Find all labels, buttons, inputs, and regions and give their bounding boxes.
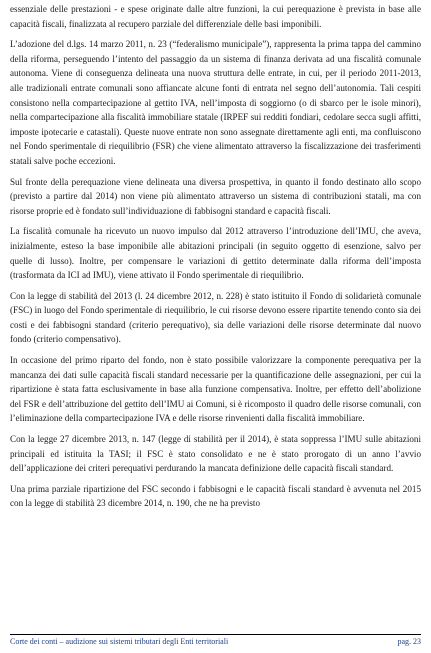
- paragraph-4: La fiscalità comunale ha ricevuto un nuovo impulso dal 2012 attraverso l’introduzione dell’IMU, che aveva, inizialmente, esteso la base imponibile alle abitazioni principali (in seguito oggetto di esenzione, salvo per quelle di lusso). Inoltre, per compensare le variazioni di gettito determinate dalla riforma dell’imposta (trasformata da ICI ad IMU), viene attivato il Fondo sperimentale di riequilibrio.: [10, 226, 421, 281]
- paragraph-1: essenziale delle prestazioni - e spese originate dalle altre funzioni, la cui perequazione è prevista in base alle capacità fiscali, finalizzata al recupero parziale del differenziale delle basi imponibili.: [10, 4, 421, 29]
- paragraph-7: Con la legge 27 dicembre 2013, n. 147 (legge di stabilità per il 2014), è stata soppressa l’IMU sulle abitazioni principali ed istituita la TASI; il FSC è stato consolidato e ne è stato prorogato di un anno l’avvio dell’applicazione dei criteri perequativi perdurando la mancata definizione delle capacità fiscali standard.: [10, 434, 421, 474]
- paragraph-6: In occasione del primo riparto del fondo, non è stato possibile valorizzare la componente perequativa per la mancanza dei dati sulle capacità fiscali standard necessarie per la quantificazione delle assegnazioni, per cui la ripartizione è stata fatta esclusivamente in base alla funzione compensativa. Inoltre, per effetto dell’abolizione del FSR e dell’attribuzione del gettito dell’IMU ai Comuni, si è ricomposto il quadro delle risorse comunali, con l’eliminazione della compartecipazione IVA e delle risorse rinvenienti dalla fiscalità immobiliare.: [10, 355, 421, 424]
- page-number: pag. 23: [397, 637, 421, 646]
- paragraph-5: Con la legge di stabilità del 2013 (l. 24 dicembre 2012, n. 228) è stato istituito il Fondo di solidarietà comunale (FSC) in luogo del Fondo sperimentale di riequilibrio, le cui risorse devono essere ripartite tenendo conto sia dei costi e dei fabbisogni standard (criterio perequativo), sia delle variazioni delle risorse determinate dal nuovo fondo (criterio compensativo).: [10, 290, 421, 345]
- page-footer: [10, 634, 421, 647]
- paragraph-8: Una prima parziale ripartizione del FSC secondo i fabbisogni e le capacità fiscali standard è avvenuta nel 2015 con la legge di stabilità 23 dicembre 2014, n. 190, che ne ha previsto: [10, 483, 421, 509]
- footer-title: Corte dei conti – audizione sui sistemi tributari degli Enti territoriali: [10, 637, 229, 646]
- paragraph-3: Sul fronte della perequazione viene delineata una diversa prospettiva, in quanto il fondo destinato allo scopo (previsto a partire dal 2014) non viene più alimentato attraverso un sistema di contribuzioni statali, ma con risorse proprie ed è fondato sull’individuazione di fabbisogni standard e capacità fiscali.: [10, 176, 421, 216]
- paragraph-2: L’adozione del d.lgs. 14 marzo 2011, n. 23 (“federalismo municipale”), rappresenta la prima tappa del cammino della riforma, perseguendo l’intento del passaggio da un sistema di finanza derivata ad una fiscalità comunale autonoma. Viene di conseguenza delineata una nuova struttura delle entrate, in cui, per il periodo 2011-2013, alle tradizionali entrate comunali sono affiancate alcune fonti di entrata nel segno dell’autonomia. Tali cespiti consistono nella compartecipazione al gettito IVA, nell’imposta di soggiorno (o di sbarco per le isole minori), nella compartecipazione alla fiscalità immobiliare statale (IRPEF sui redditi fondiari, cedolare secca sugli affitti, imposte ipotecarie e catastali). Queste nuove entrate non sono assegnate direttamente agli enti, ma confluiscono nel Fondo sperimentale di riequilibrio (FSR) che viene alimentato attraverso la fiscalizzazione dei trasferimenti statali salve poche eccezioni.: [10, 39, 421, 166]
